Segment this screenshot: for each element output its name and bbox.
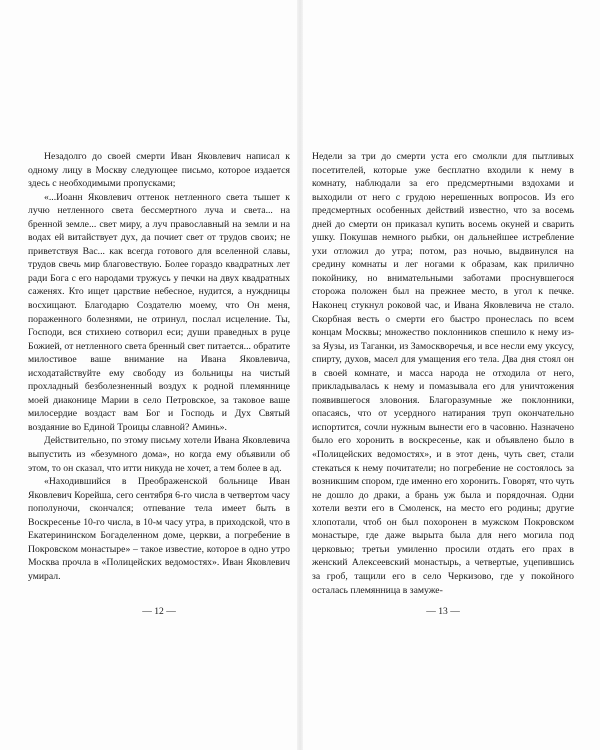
right-page-number: — 13 — [426, 606, 460, 617]
right-page [312, 150, 574, 597]
left-page [28, 150, 290, 584]
book-fold [297, 0, 303, 750]
left-paragraph-4: «Находившийся в Преображенской больнице Иван Яковлевич Корейша, сего сентября 6-го числа в четвертом часу пополуночи, скончался; отпевание тела имеет быть в Воскресенье 10-го числа, в 10-м часу утра, в приходской, что в Екатерининском Богаделенном доме, церкви, а погребение в Покровском монастыре» – такое известие, которое в одно утро Москва прочла в «Полицейских ведомостях». Иван Яковлевич умирал. [28, 476, 290, 582]
right-paragraph-1: Недели за три до смерти уста его смолкли для пытливых посетителей, которые уже бесплатно входили к нему в комнату, наблюдали за его предсмертными вздохами и выходили от него с грудою нерешенных вопросов. Из его предсмертных особенных действий известно, что за восемь дней до смерти он приказал купить восемь окуней и сварить ушку. Покушав немного рыбки, он дальнейшее истребление ухи отложил до утра; потом, раз ночью, выдвинулся на средину комнаты и лег ногами к образам, как прилично покойнику, но внимательными заботами проснувшегося сторожа положен был на прежнее место, в угол к печке. Наконец стукнул роковой час, и Ивана Яковлевича не стало. Скорбная весть о смерти его быстро пронеслась по всем концам Москвы; множество поклонников спешило к нему из-за Яузы, из Таганки, из Замоскворечья, и все несли ему уксусу, спирту, духов, масел для умащения его тела. Два дня стоял он в своей комнате, и масса народа не отходила от него, прикладывалась к нему и помазывала его для уничтожения появившегося зловония. Благоразумные же поклонники, опасаясь, что от усердного натирания труп окончательно испортится, сочли нужным вынести его в часовню. Назначено было его хоронить в воскресенье, как и объявлено было в «Полицейских ведомостях», и в этот день, чуть свет, стали стекаться к нему почитатели; но погребение не состоялось за возникшим спором, где именно его хоронить. Говорят, что чуть не дошло до драки, а брань уж была и порядочная. Одни хотели везти его в Смоленск, на место его родины; другие хлопотали, чтоб он был похоронен в мужском Покровском монастыре, где даже вырыта была для него могила под церковью; третьи умиленно просили отдать его прах в женский Алексеевский монастырь, а четвертые, уцепившись за гроб, тащили его в село Черкизово, где у покойного осталась племянница в замуже- [312, 151, 575, 596]
left-paragraph-2: «...Иоанн Яковлевич оттенок нетленного света тышет к лучю нетленного света бессмертного луча и света... на бренной земле... свет миру, а луч православный на земли и на водах ей витайствует дух, да почиет свет от трудов своих; не приветствуя Вас... как всегда готового для вселенной славы, трудов свечь мир благовествую. Более гораздо квадратных лет ради Бога с его народами тружусь у печки на двух квадратных саженях. Кто ищет царствие небесное, нудится, а нуждницы восхищают. Благодарю Создателю моему, что Он меня, пораженного болезнями, не отринул, послал исцеление. Ты, Господи, вся стихиею сотворил еси; души праведных в руце Божией, от нетленного света бренный свет питается... обратите милостивое ваше внимание на Ивана Яковлевича, исходатайствуйте ему свободу из больницы на чистый прохладный безболезненный воздух к родной племяннице моей диаконице Марии в село Петровское, за таковое ваше милосердие воздаст вам Бог и Господь и Дух Святый воздаяние во Единой Троицы славной? Аминь». [28, 191, 290, 433]
left-page-number: — 12 — [142, 606, 176, 617]
left-paragraph-3: Действительно, по этому письму хотели Ивана Яковлевича выпустить из «безумного дома», но когда ему объявили об этом, то он сказал, что итти никуда не хочет, а тем более в ад. [28, 435, 290, 474]
left-paragraph-1: Незадолго до своей смерти Иван Яковлевич написал к одному лицу в Москву следующее письмо, которое издается здесь с необходимыми пропусками; [28, 151, 290, 190]
